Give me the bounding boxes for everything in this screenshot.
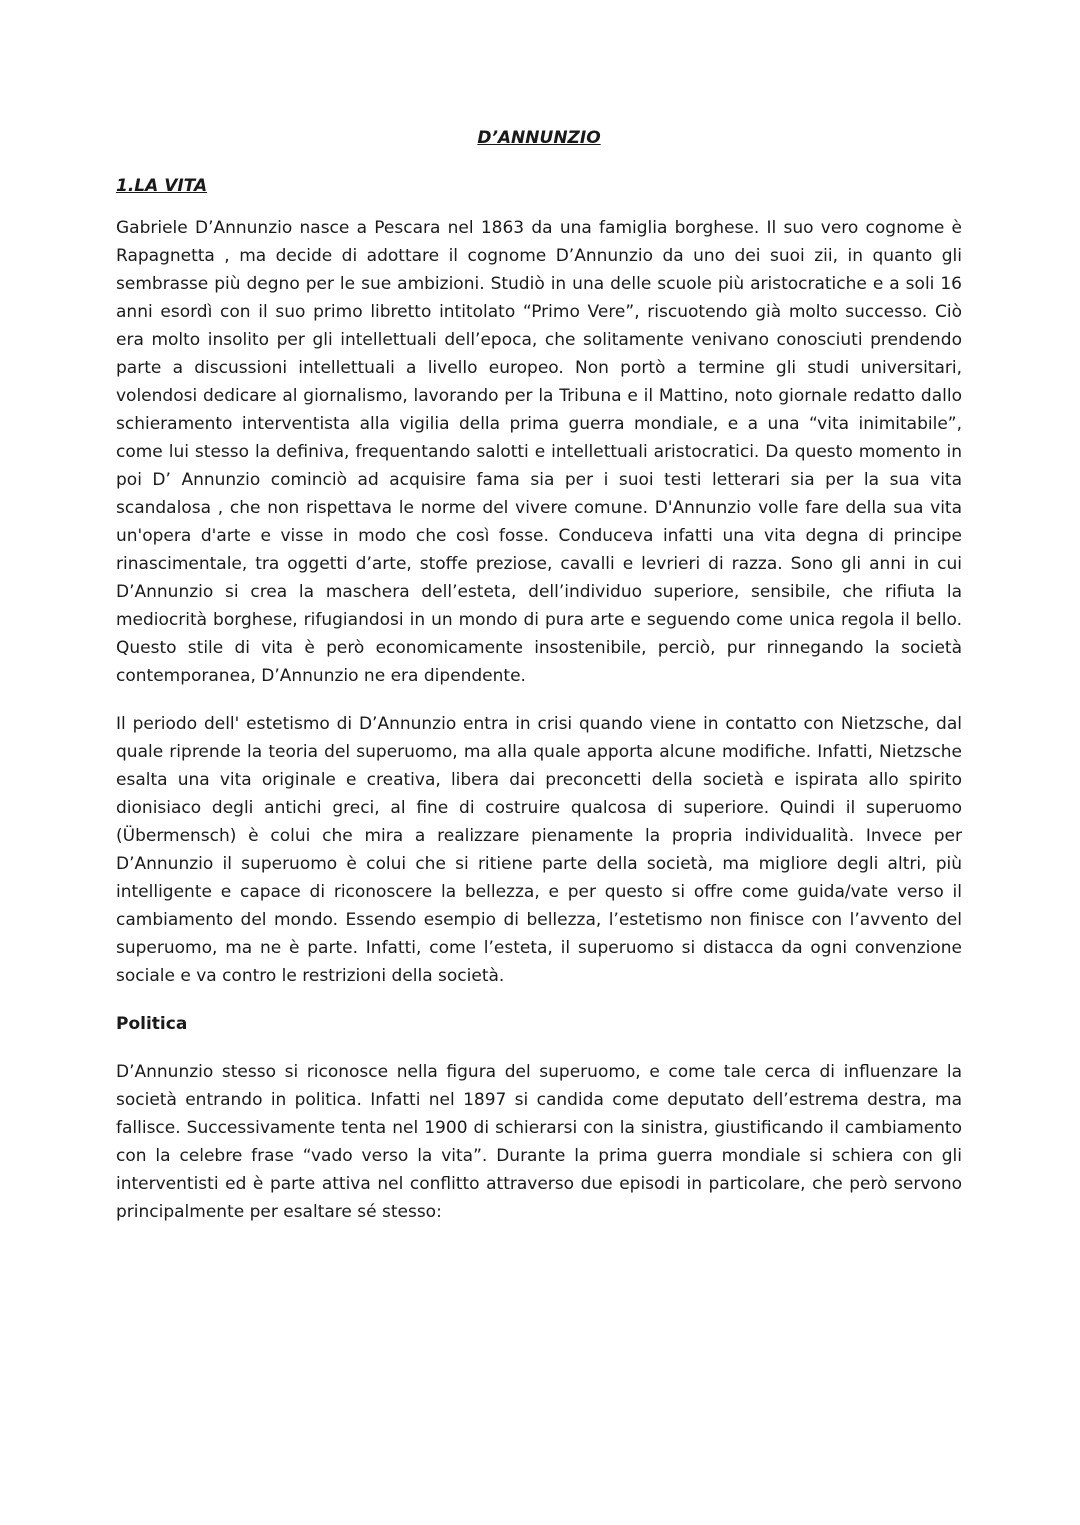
section-heading-politica: Politica <box>116 1014 188 1034</box>
paragraph-biography: Gabriele D’Annunzio nasce a Pescara nel 1863 da una famiglia borghese. Il suo vero cognome è Rapagnetta , ma decide di adottare il cognome D’Annunzio da uno dei suoi zii, in quanto gli sembrasse più degno per le sue ambizioni. Studiò in una delle scuole più aristocratiche e a soli 16 anni esordì con il suo primo libretto intitolato “Primo Vere”, riscuotendo già molto successo. Ciò era molto insolito per gli intellettuali dell’epoca, che solitamente venivano conosciuti prendendo parte a discussioni intellettuali a livello europeo. Non portò a termine gli studi universitari, volendosi dedicare al giornalismo, lavorando per la Tribuna e il Mattino, noto giornale redatto dallo schieramento interventista alla vigilia della prima guerra mondiale, e a una “vita inimitabile”, come lui stesso la definiva, frequentando salotti e intellettuali aristocratici. Da questo momento in poi D’ Annunzio cominciò ad acquisire fama sia per i suoi testi letterari sia per la sua vita scandalosa , che non rispettava le norme del vivere comune. D'Annunzio volle fare della sua vita un'opera d'arte e visse in modo che così fosse. Conduceva infatti una vita degna di principe rinascimentale, tra oggetti d’arte, stoffe preziose, cavalli e levrieri di razza. Sono gli anni in cui D’Annunzio si crea la maschera dell’esteta, dell’individuo superiore, sensibile, che rifiuta la mediocrità borghese, rifugiandosi in un mondo di pura arte e seguendo come unica regola il bello. Questo stile di vita è però economicamente insostenibile, perciò, pur rinnegando la società contemporanea, D’Annunzio ne era dipendente. <box>116 218 962 686</box>
document-page <box>116 124 962 1246</box>
paragraph-politica: D’Annunzio stesso si riconosce nella figura del superuomo, e come tale cerca di influenzare la società entrando in politica. Infatti nel 1897 si candida come deputato dell’estrema destra, ma fallisce. Successivamente tenta nel 1900 di schierarsi con la sinistra, giustificando il cambiamento con la celebre frase “vado verso la vita”. Durante la prima guerra mondiale si schiera con gli interventisti ed è parte attiva nel conflitto attraverso due episodi in particolare, che però servono principalmente per esaltare sé stesso: <box>116 1062 962 1222</box>
section-heading-la-vita: 1.LA VITA <box>116 176 208 196</box>
document-title: D’ANNUNZIO <box>477 128 601 148</box>
paragraph-superuomo: Il periodo dell' estetismo di D’Annunzio entra in crisi quando viene in contatto con Nietzsche, dal quale riprende la teoria del superuomo, ma alla quale apporta alcune modifiche. Infatti, Nietzsche esalta una vita originale e creativa, libera dai preconcetti della società e ispirata allo spirito dionisiaco degli antichi greci, al fine di costruire qualcosa di superiore. Quindi il superuomo (Übermensch) è colui che mira a realizzare pienamente la propria individualità. Invece per D’Annunzio il superuomo è colui che si ritiene parte della società, ma migliore degli altri, più intelligente e capace di riconoscere la bellezza, e per questo si offre come guida/vate verso il cambiamento del mondo. Essendo esempio di bellezza, l’estetismo non finisce con l’avvento del superuomo, ma ne è parte. Infatti, come l’esteta, il superuomo si distacca da ogni convenzione sociale e va contro le restrizioni della società. <box>116 714 962 986</box>
